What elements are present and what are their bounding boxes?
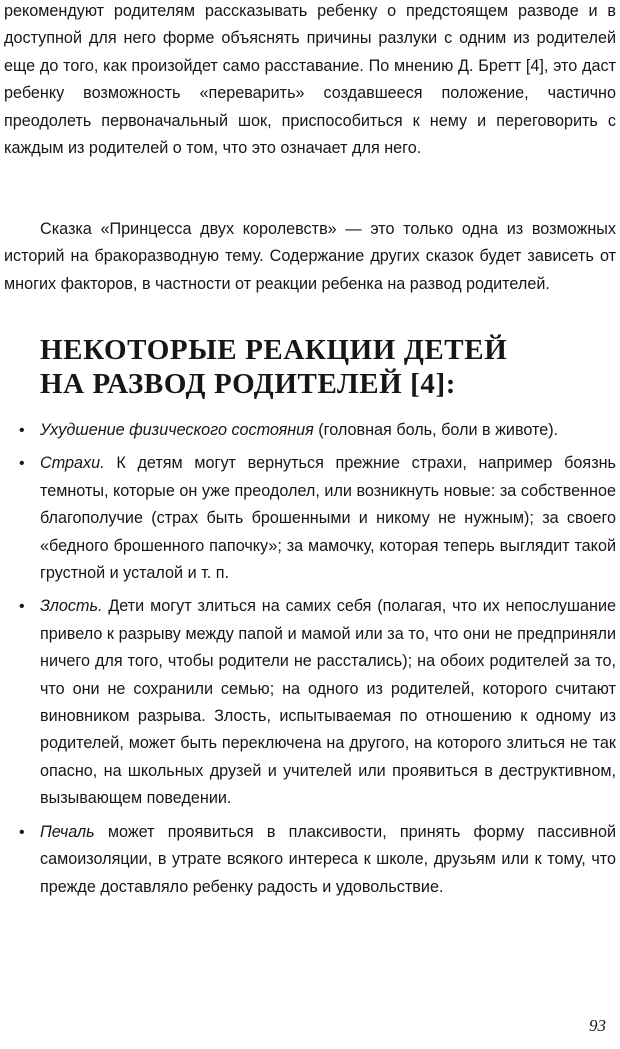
section-heading-line-2: НА РАЗВОД РОДИТЕЛЕЙ [4]:	[40, 368, 457, 400]
reactions-list	[0, 417, 620, 907]
reaction-term: Злость.	[40, 597, 103, 616]
bullet-icon: •	[19, 422, 25, 439]
fairy-tale-paragraph: Сказка «Принцесса двух королевств» — это только одна из возможных историй на бракоразводную тему. Содержание других сказок будет зависеть от многих факторов, в частности от реакции ребенка на развод родителей.	[4, 220, 616, 293]
page-number: 93	[589, 1016, 606, 1035]
reaction-text: может проявиться в плаксивости, принять форму пассивной самоизоляции, в утрате всякого интереса к школе, друзьям или к тому, что прежде доставляло ребенку радость и удовольствие.	[40, 822, 616, 896]
bullet-icon: •	[19, 823, 25, 841]
section-heading-line-1: НЕКОТОРЫЕ РЕАКЦИИ ДЕТЕЙ	[40, 334, 508, 366]
reaction-term: Печаль	[40, 822, 95, 841]
reaction-text: К детям могут вернуться прежние страхи, например боязнь темноты, которые он уже преодолел, или возникнуть новые: за собственное благополучие (страх быть брошенными и никому не нужным); за своего «бедного брошенного папочку»; за мамочку, которая теперь выглядит такой грустной и усталой и т. п.	[40, 454, 616, 583]
list-item-sadness	[0, 819, 620, 901]
section-heading	[40, 333, 600, 401]
reaction-term: Ухудшение физического состояния	[40, 421, 314, 439]
reaction-text: (головная боль, боли в животе).	[313, 421, 559, 439]
list-item-anger	[0, 593, 620, 812]
reaction-text: Дети могут злиться на самих себя (полагая, что их непослушание привело к разрыву между папой и мамой или за то, что они не предприняли ничего для того, чтобы родители не расстались); на обоих родителей за то, что они не сохранили семью; на одного из родителей, которого считают виновником разрыва. Злость, испытываемая по отношению к одному из родителей, может быть переключена на другого, на которого злиться не так опасно, на школьных друзей и учителей или проявиться в деструктивном, вызывающем поведении.	[40, 597, 616, 808]
list-item-physical	[0, 417, 620, 444]
reaction-term: Страхи.	[40, 454, 105, 473]
list-item-fears	[0, 450, 620, 587]
bullet-icon: •	[19, 455, 25, 473]
intro-paragraph: рекомендуют родителям рассказывать ребенку о предстоящем разводе и в доступной для него форме объяснять причины разлуки с одним из родителей еще до того, как произойдет само расставание. По мнению Д. Бретт [4], это даст ребенку возможность «переварить» создавшееся положение, частично преодолеть первоначальный шок, приспособиться к нему и переговорить с каждым из родителей о том, что это означает для него.	[4, 2, 616, 158]
bullet-icon: •	[19, 598, 25, 616]
